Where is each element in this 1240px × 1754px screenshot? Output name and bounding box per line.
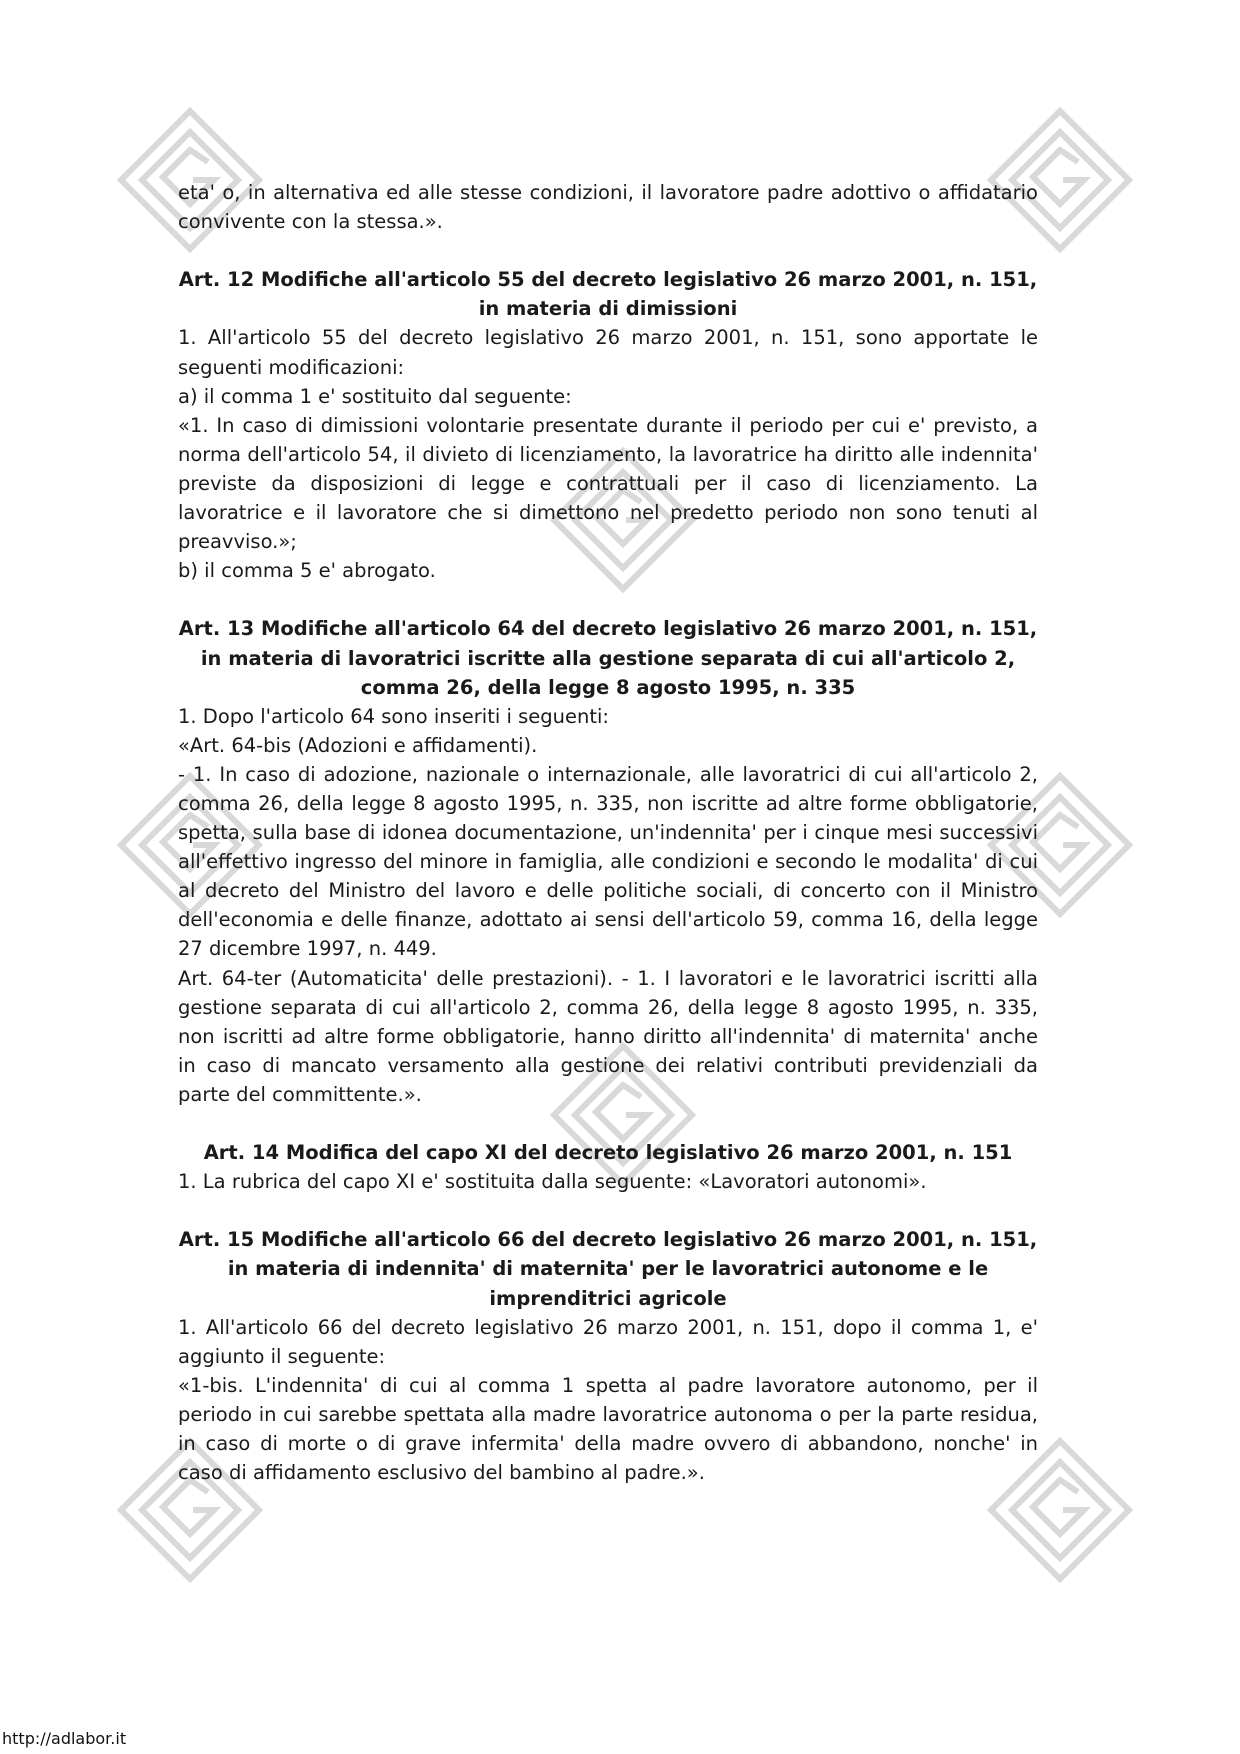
paragraph: 1. Dopo l'articolo 64 sono inseriti i seguenti: bbox=[178, 704, 609, 728]
paragraph: b) il comma 5 e' abrogato. bbox=[178, 559, 436, 583]
paragraph: a) il comma 1 e' sostituito dal seguente: bbox=[178, 384, 572, 408]
paragraph: 1. La rubrica del capo XI e' sostituita dalla seguente: «Lavoratori autonomi». bbox=[178, 1170, 927, 1194]
paragraph: Art. 64-ter (Automaticita' delle prestazioni). - 1. I lavoratori e le lavoratrici iscritti alla gestione separata di cui all'articolo 2, comma 26, della legge 8 agosto 1995, n. 335, non iscritti ad altre forme obbligatorie, hanno diritto all'indennita' di maternita' anche in caso di mancato versamento alla gestione dei relativi contributi previdenziali da parte del committente.». bbox=[178, 966, 1038, 1106]
document-body bbox=[178, 178, 1038, 1487]
paragraph: «1-bis. L'indennita' di cui al comma 1 spetta al padre lavoratore autonomo, per il periodo in cui sarebbe spettata alla madre lavoratrice autonoma o per la parte residua, in caso di morte o di grave infermita' della madre ovvero di abbandono, nonche' in caso di affidamento esclusivo del bambino al padre.». bbox=[178, 1373, 1038, 1485]
paragraph-spacer bbox=[178, 1109, 1038, 1138]
paragraph: 1. All'articolo 55 del decreto legislativo 26 marzo 2001, n. 151, sono apportate le seguenti modificazioni: bbox=[178, 326, 1038, 379]
article-heading: Art. 15 Modifiche all'articolo 66 del decreto legislativo 26 marzo 2001, n. 151, in materia di indennita' di maternita' per le lavoratrici autonome e le imprenditrici agricole bbox=[178, 1228, 1038, 1310]
paragraph: 1. All'articolo 66 del decreto legislativo 26 marzo 2001, n. 151, dopo il comma 1, e' aggiunto il seguente: bbox=[178, 1315, 1038, 1368]
paragraph: - 1. In caso di adozione, nazionale o internazionale, alle lavoratrici di cui all'articolo 2, comma 26, della legge 8 agosto 1995, n. 335, non iscritte ad altre forme obbligatorie, spetta, sulla base di idonea documentazione, un'indennita' per i cinque mesi successivi all'effettivo ingresso del minore in famiglia, alle condizioni e secondo le modalita' di cui al decreto del Ministro del lavoro e delle politiche sociali, di concerto con il Ministro dell'economia e delle finanze, adottato ai sensi dell'articolo 59, comma 16, della legge 27 dicembre 1997, n. 449. bbox=[178, 762, 1038, 961]
paragraph: «1. In caso di dimissioni volontarie presentate durante il periodo per cui e' previsto, a norma dell'articolo 54, il divieto di licenziamento, la lavoratrice ha diritto alle indennita' previste da disposizioni di legge e contrattuali per il caso di licenziamento. La lavoratrice e il lavoratore che si dimettono nel predetto periodo non sono tenuti al preavviso.»; bbox=[178, 413, 1038, 554]
paragraph: «Art. 64-bis (Adozioni e affidamenti). bbox=[178, 733, 538, 757]
article-heading: Art. 12 Modifiche all'articolo 55 del decreto legislativo 26 marzo 2001, n. 151, in materia di dimissioni bbox=[178, 268, 1038, 321]
article-heading: Art. 14 Modifica del capo XI del decreto legislativo 26 marzo 2001, n. 151 bbox=[203, 1141, 1013, 1165]
footer-url[interactable]: http://adlabor.it bbox=[2, 1729, 127, 1748]
paragraph: eta' o, in alternativa ed alle stesse condizioni, il lavoratore padre adottivo o affidatario convivente con la stessa.». bbox=[178, 181, 1038, 234]
paragraph-spacer bbox=[178, 236, 1038, 265]
paragraph-spacer bbox=[178, 585, 1038, 614]
paragraph-spacer bbox=[178, 1196, 1038, 1225]
article-heading: Art. 13 Modifiche all'articolo 64 del decreto legislativo 26 marzo 2001, n. 151, in materia di lavoratrici iscritte alla gestione separata di cui all'articolo 2, comma 26, della legge 8 agosto 1995, n. 335 bbox=[178, 617, 1038, 699]
